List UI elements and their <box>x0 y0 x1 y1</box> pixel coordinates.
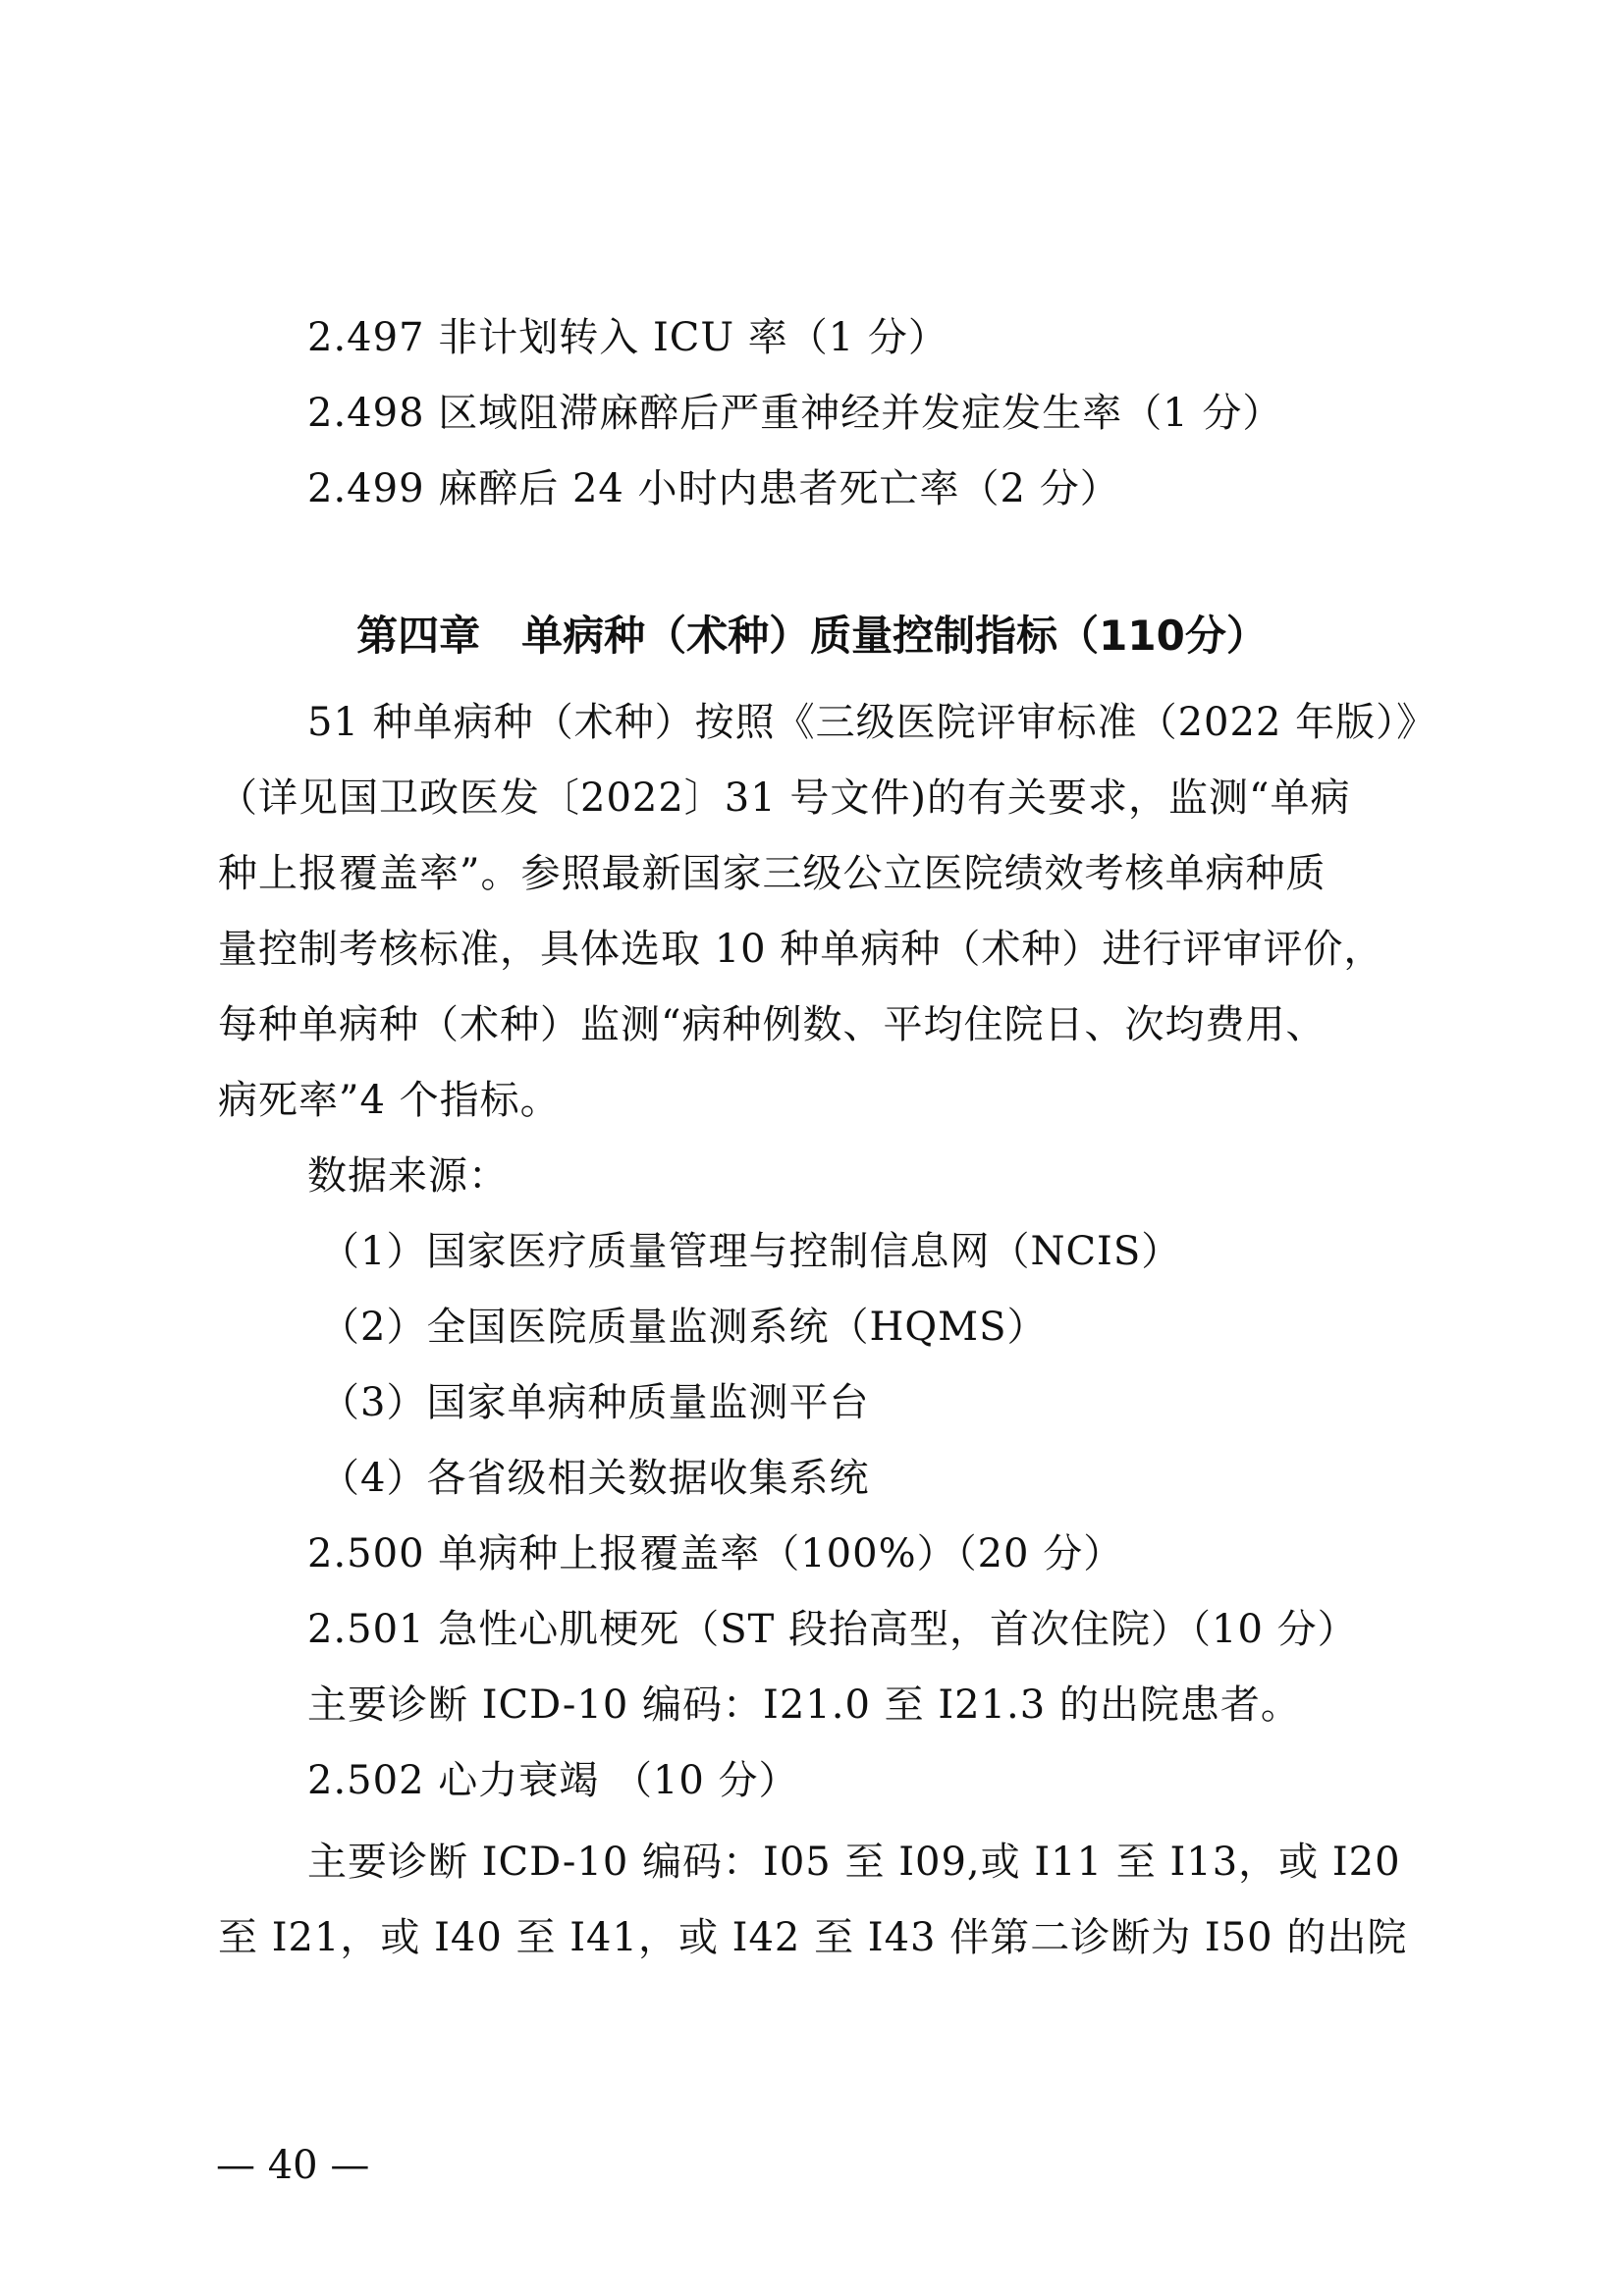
item-2-502: 2.502 心力衰竭 （10 分） <box>307 1758 799 1803</box>
intro-line-5: 每种单病种（术种）监测“病种例数、平均住院日、次均费用、 <box>218 1002 1326 1047</box>
intro-line-4: 量控制考核标准，具体选取 10 种单病种（术种）进行评审评价， <box>218 927 1384 972</box>
intro-line-1: 51 种单病种（术种）按照《三级医院评审标准（2022 年版）》 <box>307 700 1437 745</box>
data-source-item-1: （1）国家医疗质量管理与控制信息网（NCIS） <box>320 1229 1182 1274</box>
data-source-item-4: （4）各省级相关数据收集系统 <box>320 1456 870 1501</box>
item-2-501: 2.501 急性心肌梗死（ST 段抬高型，首次住院）（10 分） <box>307 1607 1358 1652</box>
item-2-498: 2.498 区域阻滞麻醉后严重神经并发症发生率（1 分） <box>307 391 1283 436</box>
item-2-500: 2.500 单病种上报覆盖率（100%）（20 分） <box>307 1531 1124 1576</box>
item-2-502-description-line-1: 主要诊断 ICD-10 编码：I05 至 I09,或 I11 至 I13，或 I20 <box>307 1840 1401 1885</box>
data-source-item-3: （3）国家单病种质量监测平台 <box>320 1380 870 1425</box>
chapter-title: 第四章 单病种（术种）质量控制指标（110分） <box>356 612 1268 660</box>
item-2-499: 2.499 麻醉后 24 小时内患者死亡率（2 分） <box>307 466 1120 511</box>
data-source-item-2: （2）全国医院质量监测系统（HQMS） <box>320 1305 1048 1350</box>
item-2-501-description: 主要诊断 ICD-10 编码：I21.0 至 I21.3 的出院患者。 <box>307 1682 1301 1728</box>
intro-line-6: 病死率”4 个指标。 <box>218 1078 561 1123</box>
item-2-502-description-line-2: 至 I21，或 I40 至 I41，或 I42 至 I43 伴第二诊断为 I50 的出院 <box>218 1915 1408 1960</box>
data-source-label: 数据来源： <box>307 1153 509 1199</box>
item-2-497: 2.497 非计划转入 ICU 率（1 分） <box>307 315 948 360</box>
page-number: — 40 — <box>216 2143 370 2188</box>
intro-line-2: （详见国卫政医发〔2022〕31 号文件)的有关要求，监测“单病 <box>218 775 1351 821</box>
intro-line-3: 种上报覆盖率”。参照最新国家三级公立医院绩效考核单病种质 <box>218 851 1326 896</box>
